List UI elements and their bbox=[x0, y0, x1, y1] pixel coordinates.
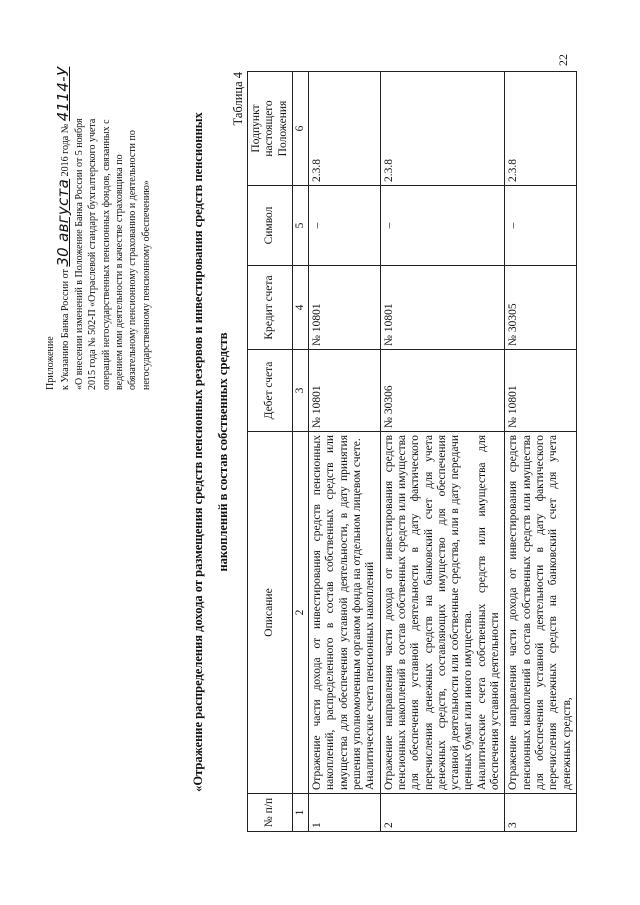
row-subpoint: 2.3.8 bbox=[309, 72, 380, 186]
row-subpoint: 2.3.8 bbox=[380, 72, 505, 186]
appendix-line-1 bbox=[54, 40, 73, 390]
header-credit: Кредит счета bbox=[248, 266, 293, 350]
row-description-cell bbox=[505, 432, 576, 794]
row-credit: № 10801 bbox=[380, 266, 505, 350]
appendix-line-5: ведением ими деятельности в качестве страховщика по bbox=[114, 154, 126, 390]
row-debit: № 10801 bbox=[505, 350, 576, 432]
appendix-line-3: 2015 года № 502-П «Отраслевой стандарт бухгалтерского учета bbox=[87, 118, 99, 390]
row-debit: № 30306 bbox=[380, 350, 505, 432]
row-symbol: – bbox=[309, 186, 380, 266]
header-num: № п/п bbox=[248, 794, 293, 832]
appendix-prefix: к Указанию Банка России от bbox=[60, 269, 72, 390]
accounting-table bbox=[247, 71, 577, 832]
row-credit: № 10801 bbox=[309, 266, 380, 350]
table-row bbox=[380, 72, 505, 832]
row-description-cell bbox=[380, 432, 505, 794]
row-credit: № 30305 bbox=[505, 266, 576, 350]
table-label: Таблица 4 bbox=[231, 72, 245, 126]
appendix-title: Приложение bbox=[45, 336, 56, 390]
column-number: 6 bbox=[292, 72, 308, 186]
handwritten-date: 30 августа bbox=[54, 178, 73, 267]
row-num: 1 bbox=[309, 794, 380, 832]
row-analytics: Аналитические счета пенсионных накоплений bbox=[364, 561, 377, 790]
document-heading bbox=[186, 72, 236, 832]
column-number: 5 bbox=[292, 186, 308, 266]
appendix-line-6: обязательному пенсионному страхованию и деятельности по bbox=[127, 130, 139, 390]
column-number: 2 bbox=[292, 432, 308, 794]
row-subpoint: 2.3.8 bbox=[505, 72, 576, 186]
row-debit: № 10801 bbox=[309, 350, 380, 432]
appendix-line-2: «О внесении изменений в Положение Банка России от 5 ноября bbox=[73, 118, 85, 390]
header-description: Описание bbox=[248, 432, 293, 794]
appendix-line-4: операций негосударственных пенсионных фондов, связанных с bbox=[100, 119, 112, 390]
rotated-page bbox=[28, 32, 588, 872]
row-num: 2 bbox=[380, 794, 505, 832]
row-description: Отражение части дохода от инвестирования средств пенсионных накоплений, распределенного в состав собственных средств или имущества для обеспечения уставной деятельности, в дату принятия решения уполномоченным органом фонда на отдельном лицевом счете. bbox=[311, 435, 364, 790]
row-symbol: – bbox=[380, 186, 505, 266]
header-debit: Дебет счета bbox=[248, 350, 293, 432]
table-header-row bbox=[248, 72, 293, 832]
heading-line-1: «Отражение распределения дохода от размещения средств пенсионных резервов и инвестирования средств пенсионных bbox=[191, 112, 205, 792]
table-row bbox=[505, 72, 576, 832]
row-num: 3 bbox=[505, 794, 576, 832]
appendix-mid: 2016 года № bbox=[60, 123, 72, 177]
appendix-line-7: негосударственному пенсионному обеспечению» bbox=[140, 180, 152, 390]
header-symbol: Символ bbox=[248, 186, 293, 266]
row-description-cell bbox=[309, 432, 380, 794]
row-description: Отражение направления части дохода от инвестирования средств пенсионных накоплений в состав собственных средств или имущества для обеспечения уставной деятельности в дату фактического перечисления денежных средств на банковский счет для учета денежных средств, составляющих имущество для обеспечения уставной деятельности или собственные средства, или в дату передачи ценных бумаг или иного имущества. bbox=[382, 435, 475, 790]
header-subpoint: Подпункт настоящего Положения bbox=[248, 72, 293, 186]
column-number: 4 bbox=[292, 266, 308, 350]
column-number: 1 bbox=[292, 794, 308, 832]
page-number: 22 bbox=[556, 54, 570, 66]
row-analytics: Аналитические счета собственных средств или имущества для обеспечения уставной деятельности bbox=[475, 435, 502, 790]
column-number-row bbox=[292, 72, 308, 832]
heading-line-2: накоплений в состав собственных средств bbox=[216, 332, 230, 572]
row-symbol: – bbox=[505, 186, 576, 266]
table-row bbox=[309, 72, 380, 832]
appendix-block bbox=[44, 40, 153, 390]
handwritten-number: 4114-У bbox=[54, 66, 73, 122]
column-number: 3 bbox=[292, 350, 308, 432]
row-description: Отражение направления части дохода от инвестирования средств пенсионных накоплений в состав собственных средств или имущества для обеспечения уставной деятельности в дату фактического перечисления денежных средств на банковский счет для учета денежных средств, bbox=[507, 435, 573, 790]
